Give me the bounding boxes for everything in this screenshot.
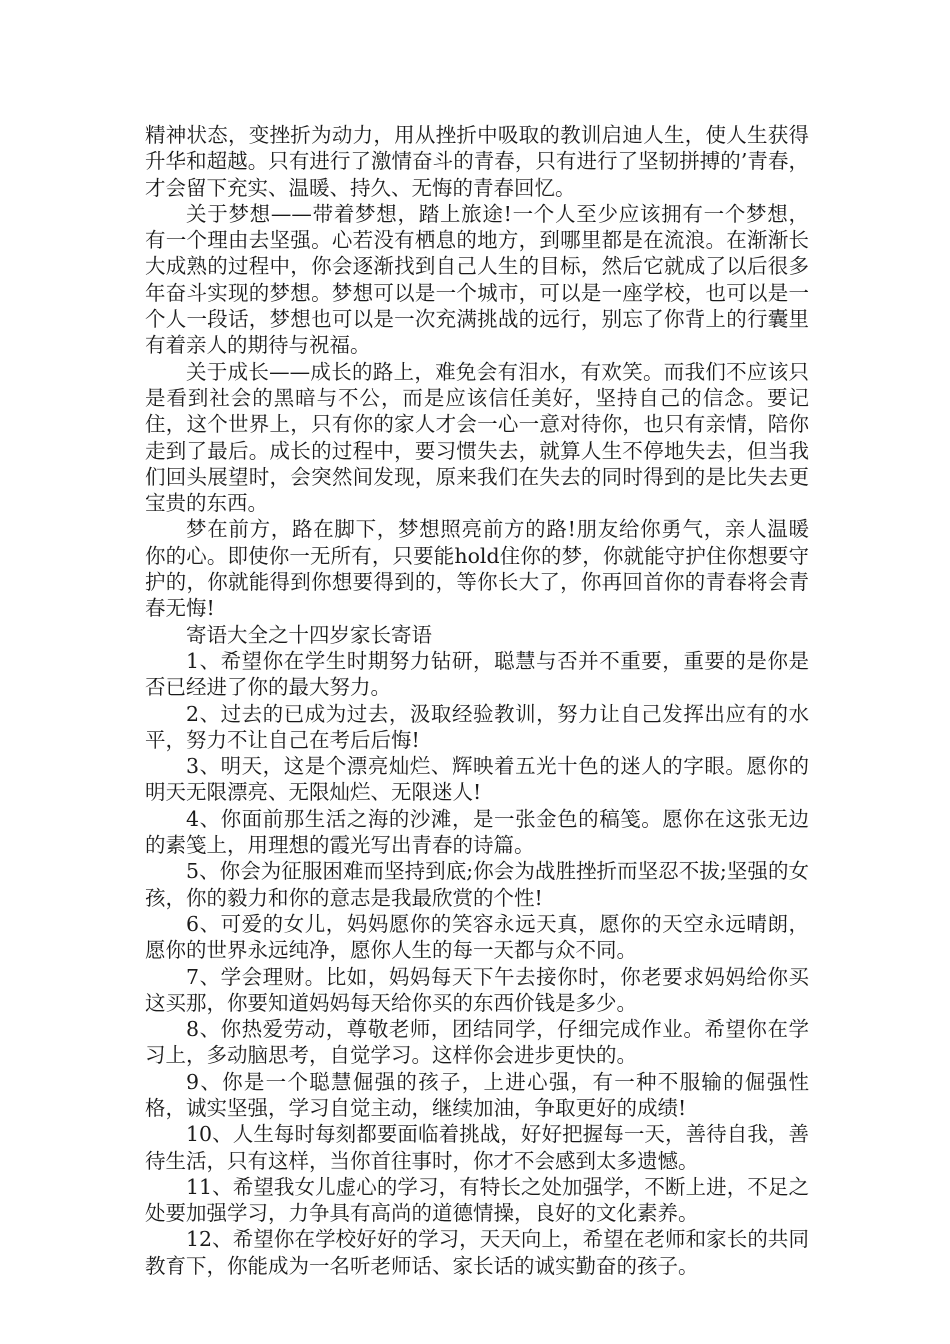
wish-item-12: 12、希望你在学校好好的学习，天天向上，希望在老师和家长的共同教育下，你能成为一名听老师话、家长话的诚实勤奋的孩子。 [145,1227,809,1278]
wish-item-4: 4、你面前那生活之海的沙滩，是一张金色的稿笺。愿你在这张无边的素笺上，用理想的霞光写出青春的诗篇。 [145,806,809,858]
wish-item-5: 5、你会为征服困难而坚持到底;你会为战胜挫折而坚忍不拔;坚强的女孩，你的毅力和你的意志是我最欣赏的个性! [145,859,809,910]
wish-item-6: 6、可爱的女儿，妈妈愿你的笑容永远天真，愿你的天空永远晴朗，愿你的世界永远纯净，愿你人生的每一天都与众不同。 [145,911,809,963]
wish-item-7: 7、学会理财。比如，妈妈每天下午去接你时，你老要求妈妈给你买这买那，你要知道妈妈每天给你买的东西价钱是多少。 [145,964,809,1015]
wish-item-11: 11、希望我女儿虚心的学习，有特长之处加强学，不断上进，不足之处要加强学习，力争具有高尚的道德情操，良好的文化素养。 [145,1174,809,1226]
paragraph-1: 精神状态，变挫折为动力，用从挫折中吸取的教训启迪人生，使人生获得升华和超越。只有进行了激情奋斗的青春，只有进行了坚韧拼搏的’青春，才会留下充实、温暖、持久、无悔的青春回忆。 [145,123,809,200]
paragraph-3: 关于成长——成长的路上，难免会有泪水，有欢笑。而我们不应该只是看到社会的黑暗与不公，而是应该信任美好，坚持自己的信念。要记住，这个世界上，只有你的家人才会一心一意对待你，也只有亲情，陪你走到了最后。成长的过程中，要习惯失去，就算人生不停地失去，但当我们回头展望时，会突然间发现，原来我们在失去的同时得到的是比失去更宝贵的东西。 [145,359,809,516]
wish-item-8: 8、你热爱劳动，尊敬老师，团结同学，仔细完成作业。希望你在学习上，多动脑思考，自觉学习。这样你会进步更快的。 [145,1017,809,1068]
wish-item-2: 2、过去的已成为过去，汲取经验教训，努力让自己发挥出应有的水平，努力不让自己在考后后悔! [145,701,809,752]
wish-item-3: 3、明天，这是个漂亮灿烂、辉映着五光十色的迷人的字眼。愿你的明天无限漂亮、无限灿烂、无限迷人! [145,754,809,805]
document-body [145,122,809,1279]
wish-item-9: 9、你是一个聪慧倔强的孩子，上进心强，有一种不服输的倔强性格，诚实坚强，学习自觉主动，继续加油，争取更好的成绩! [145,1069,809,1120]
wish-item-10: 10、人生每时每刻都要面临着挑战，好好把握每一天，善待自我，善待生活，只有这样，当你首往事时，你才不会感到太多遗憾。 [145,1122,809,1173]
section-heading: 寄语大全之十四岁家长寄语 [186,622,432,647]
paragraph-2: 关于梦想——带着梦想，踏上旅途!一个人至少应该拥有一个梦想，有一个理由去坚强。心若没有栖息的地方，到哪里都是在流浪。在渐渐长大成熟的过程中，你会逐渐找到自己人生的目标，然后它就成了以后很多年奋斗实现的梦想。梦想可以是一个城市，可以是一座学校，也可以是一个人一段话，梦想也可以是一次充满挑战的远行，别忘了你背上的行囊里有着亲人的期待与祝福。 [145,201,809,358]
wish-item-1: 1、希望你在学生时期努力钻研，聪慧与否并不重要，重要的是你是否已经进了你的最大努力。 [145,648,809,700]
paragraph-4: 梦在前方，路在脚下，梦想照亮前方的路!朋友给你勇气，亲人温暖你的心。即使你一无所有，只要能hold住你的梦，你就能守护住你想要守护的，你就能得到你想要得到的，等你长大了，你再回首你的青春将会青春无悔! [145,517,809,621]
